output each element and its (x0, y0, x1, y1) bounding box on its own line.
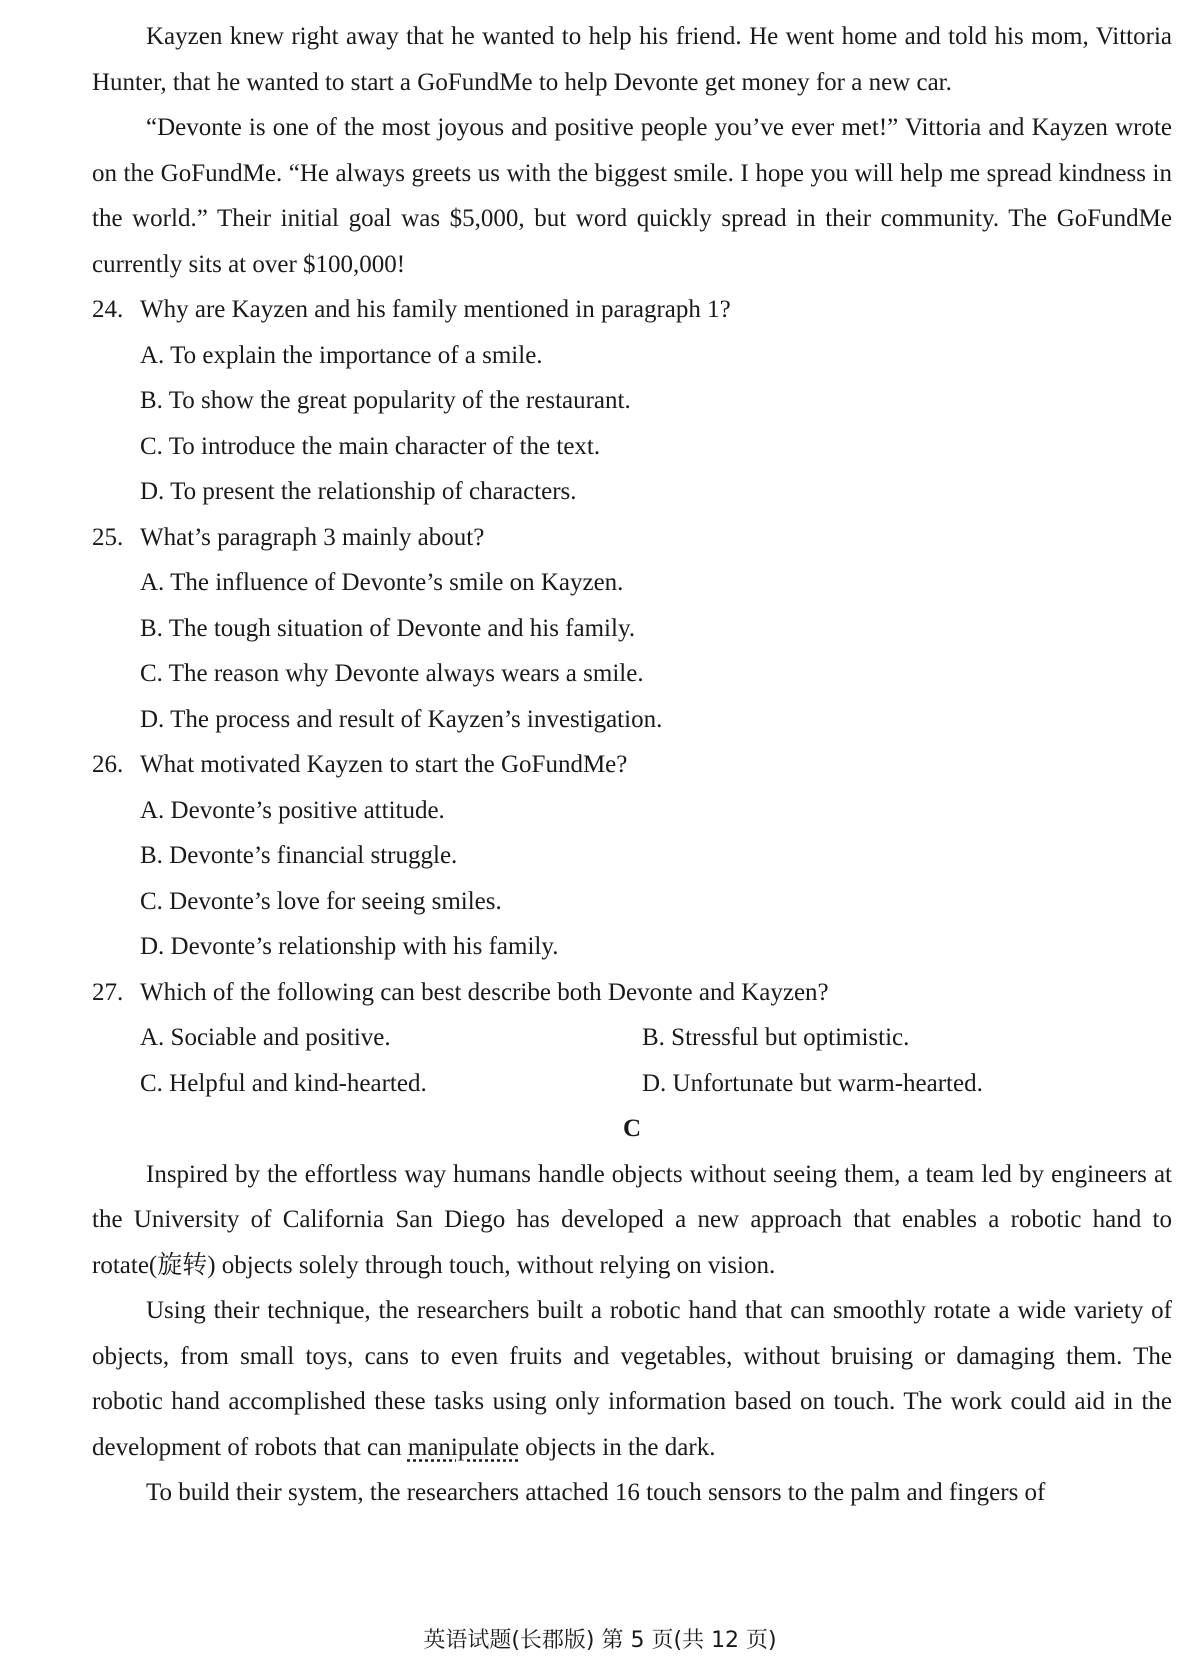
question-stem (92, 515, 1172, 561)
option-b: B. Stressful but optimistic. (642, 1024, 910, 1051)
option-b: B. Devonte’s financial struggle. (140, 842, 458, 869)
question-number: 27. (92, 978, 124, 1006)
passage-c-paragraph-3: To build their system, the researchers attached 16 touch sensors to the palm and fingers of (146, 1479, 1046, 1506)
question-27 (92, 970, 1172, 1107)
question-text: What motivated Kayzen to start the GoFundMe? (140, 751, 628, 778)
option-a: A. Sociable and positive. (140, 1024, 391, 1051)
option-c: C. Devonte’s love for seeing smiles. (140, 887, 502, 915)
option-b: B. To show the great popularity of the restaurant. (140, 387, 631, 414)
passage-b-paragraph-1: Kayzen knew right away that he wanted to help his friend. He went home and told his mom, Vittoria Hunter, that he wanted to start a GoFundMe to help Devonte get money for a new car. (92, 23, 1172, 96)
question-text: What’s paragraph 3 mainly about? (140, 523, 485, 551)
question-26 (92, 742, 1172, 970)
option-row (92, 1061, 1172, 1107)
question-stem (92, 742, 1172, 788)
question-25 (92, 515, 1172, 743)
option-row (92, 1015, 1172, 1061)
option-a: A. To explain the importance of a smile. (140, 341, 543, 369)
option-c: C. The reason why Devonte always wears a smile. (140, 660, 644, 687)
page-footer: 英语试题(长郡版) 第 5 页(共 12 页) (423, 1628, 777, 1653)
passage-c-paragraph-2 (92, 1288, 1172, 1470)
passage-b-paragraph-2: “Devonte is one of the most joyous and positive people you’ve ever met!” Vittoria and Kayzen wrote on the GoFundMe. “He always greets us with the biggest smile. I hope you will help me spread kindness in the world.” Their initial goal was $5,000, but word quickly spread in their community. The GoFundMe currently sits at over $100,000! (92, 114, 1172, 278)
question-stem (92, 287, 1172, 333)
passage-c-paragraph-1: Inspired by the effortless way humans handle objects without seeing them, a team led by engineers at the University of California San Diego has developed a new approach that enables a robotic hand to rotate(旋转) objects solely through touch, without relying on vision. (92, 1160, 1172, 1279)
paragraph-text: objects in the dark. (518, 1433, 716, 1461)
section-title: C (622, 1115, 642, 1142)
option-d: D. The process and result of Kayzen’s investigation. (140, 705, 663, 733)
question-text: Why are Kayzen and his family mentioned in paragraph 1? (140, 296, 731, 323)
exam-page (92, 14, 1172, 1516)
paragraph-text: Using their technique, the researchers built a robotic hand that can smoothly rotate a wide variety of objects, from small toys, cans to even fruits and vegetables, without bruising or damaging them. The robotic hand accomplished these tasks using only information based on touch. The work could aid in the development of robots that can (92, 1297, 1172, 1461)
option-b: B. The tough situation of Devonte and his family. (140, 614, 636, 642)
option-d: D. To present the relationship of characters. (140, 478, 577, 505)
underlined-word: manipulate (407, 1433, 519, 1461)
option-d: D. Unfortunate but warm-hearted. (642, 1069, 983, 1097)
question-stem (92, 970, 1172, 1016)
option-d: D. Devonte’s relationship with his family. (140, 933, 559, 960)
option-c: C. Helpful and kind-hearted. (140, 1069, 427, 1097)
option-a: A. The influence of Devonte’s smile on Kayzen. (140, 569, 624, 596)
question-number: 26. (92, 751, 124, 778)
question-text: Which of the following can best describe both Devonte and Kayzen? (140, 978, 829, 1006)
question-number: 24. (92, 296, 124, 323)
option-a: A. Devonte’s positive attitude. (140, 796, 445, 824)
question-24 (92, 287, 1172, 515)
option-c: C. To introduce the main character of the text. (140, 432, 601, 460)
question-number: 25. (92, 523, 124, 551)
